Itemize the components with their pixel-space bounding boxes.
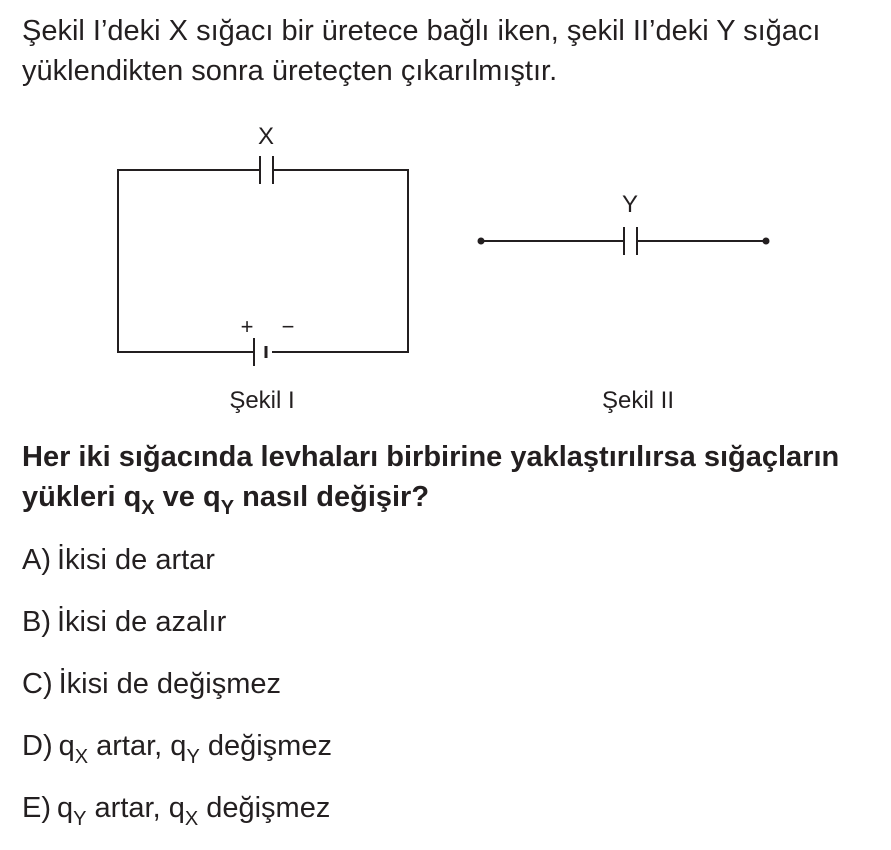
wire-left (118, 170, 260, 352)
charge-subscript: Y (220, 497, 235, 519)
terminal-right-dot (763, 238, 770, 245)
option-connector: artar, (86, 792, 169, 824)
charge-subscript: X (74, 746, 89, 768)
charge-symbol: q (168, 792, 185, 824)
charge-symbol: q (203, 481, 221, 513)
charge-symbol: q (57, 792, 74, 824)
charge-subscript: X (184, 808, 199, 830)
option-d[interactable] (22, 726, 332, 788)
option-connector: artar, (88, 730, 171, 762)
question-text (22, 437, 882, 520)
charge-subscript: Y (186, 746, 200, 768)
capacitor-y-label: Y (621, 191, 639, 218)
charge-subscript: X (141, 497, 155, 519)
charge-qy (203, 477, 234, 520)
figure-2-circuit (481, 227, 766, 255)
figure-2-caption: Şekil II (601, 387, 675, 414)
figure-1-circuit (118, 156, 408, 366)
option-text (59, 726, 332, 769)
battery-minus-sign: − (281, 314, 295, 339)
option-end: değişmez (198, 792, 331, 824)
option-letter: C) (22, 668, 53, 700)
option-end: değişmez (199, 730, 332, 762)
option-letter: D) (22, 730, 53, 762)
question-part1: Her iki sığacında levhaları birbirine yaklaştırılırsa sığaçların yükleri (22, 441, 840, 513)
question-end: nasıl değişir? (234, 481, 430, 513)
answer-options (22, 540, 332, 850)
option-letter: E) (22, 792, 51, 824)
figures (0, 118, 891, 428)
question-connector: ve (154, 481, 203, 513)
option-letter: A) (22, 544, 51, 576)
option-e[interactable] (22, 788, 332, 850)
capacitor-x-label: X (257, 123, 275, 150)
terminal-left-dot (478, 238, 485, 245)
option-text: İkisi de artar (57, 544, 215, 576)
circuit-diagrams (0, 118, 891, 428)
option-text (57, 788, 330, 831)
option-a[interactable] (22, 540, 332, 602)
charge-symbol: q (170, 730, 187, 762)
option-c[interactable] (22, 664, 332, 726)
intro-text: Şekil I’deki X sığacı bir üretece bağlı iken, şekil II’deki Y sığacı yüklendikten sonra üreteçten çıkarılmıştır. (22, 15, 821, 87)
figure-1-caption: Şekil I (229, 387, 295, 414)
option-text: İkisi de değişmez (58, 668, 282, 700)
battery-plus-sign: + (240, 314, 254, 339)
charge-qx (124, 477, 155, 520)
option-text: İkisi de azalır (57, 606, 227, 638)
charge-symbol: q (58, 730, 75, 762)
charge-symbol: q (123, 481, 142, 513)
charge-subscript: Y (73, 808, 87, 830)
option-b[interactable] (22, 602, 332, 664)
option-letter: B) (22, 606, 51, 638)
